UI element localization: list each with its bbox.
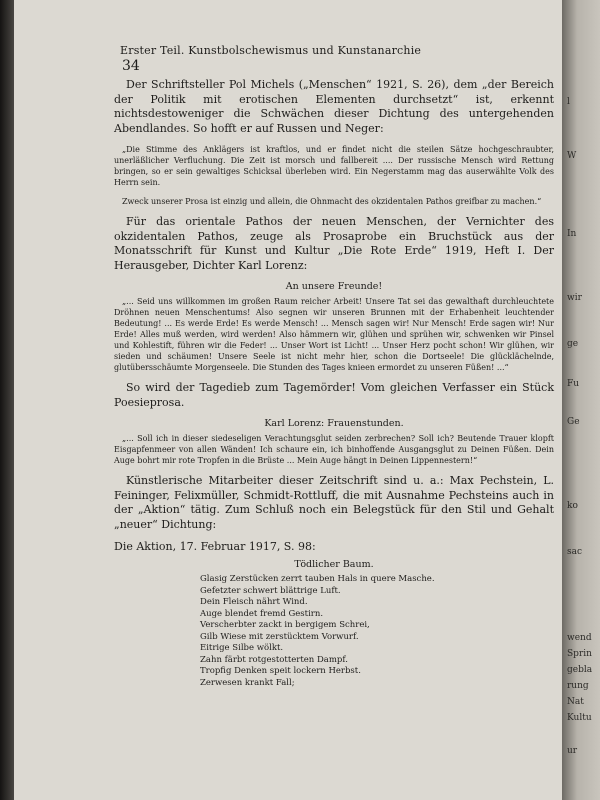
book-gutter-shadow — [0, 0, 14, 800]
quote-2: „... Seid uns willkommen im großen Raum reicher Arbeit! Unsere Tat sei das gewalthaft durchleuchtete Dröhnen neuen Menschentums! Also segnen wir unseren Brunnen mit der Erhabenheit leuchtender Bedeutung! ... Es werde Erde! Es werde Mensch! ... Mensch sagen wir! Nur Mensch! Erde sagen wir! Nur Erde! Alles muß werden, wird werden! Also hämmern wir, glühen und sprühen wir, schwenken wir Pinsel und Kohlestift, führen wir die Feder! ... Unser Wort ist Licht! ... Unser Herz pocht schon! Wir glühen, wir sieden und schäumen! Unsere Seele ist nicht mehr hier, schon die Dortseele! Die glücklächelnde, glutübersschäumte Morgenseele. Die Stunden des Tages knieen ermordet zu unseren Füßen! ...“ — [114, 297, 554, 372]
poem-title: Tödlicher Baum. — [294, 559, 374, 570]
facing-page-fragment: rung — [567, 681, 589, 691]
poem-line: Verscherbter zackt in bergigem Schrei, — [200, 620, 370, 630]
poem-body — [200, 574, 554, 689]
poem-line: Gilb Wiese mit zerstücktem Vorwurf. — [200, 631, 359, 642]
quote-2-title: An unsere Freunde! — [285, 281, 383, 292]
quote-3: „... Soll ich in dieser siedeseligen Verachtungsglut seiden zerbrechen? Soll ich? Beutende Trauer klopft Eisgapfenmeer von allen Wänden! Ich schaure ein, ich binhoffende Ausgangsglut zu Deinen Füßen. Dein Auge bohrt mir rote Tropfen in die Brüste ... Mein Auge hängt in Deinen Lippennestern!“ — [114, 434, 554, 465]
facing-page-fragment: sac — [567, 547, 583, 557]
facing-page-fragment: ge — [567, 339, 579, 349]
poem-line: Dein Fleisch nährt Wind. — [200, 597, 308, 607]
poem-line: Zerwesen krankt Fall; — [200, 677, 295, 688]
paragraph-4: Künstlerische Mitarbeiter dieser Zeitschrift sind u. a.: Max Pechstein, L. Feininger, Felixmüller, Schmidt-Rottluff, die mit Ausnahme Pechsteins auch in der „Aktion“ tätig. Zum Schluß noch ein Belegstück für den Stil und Gehalt „neuer“ Dichtung: — [114, 474, 554, 531]
poem-line: Eitrige Silbe wölkt. — [200, 643, 284, 653]
facing-page-fragment: gebla — [567, 665, 593, 675]
facing-page-fragment: In — [567, 229, 577, 239]
book-page — [14, 0, 562, 800]
page-content — [114, 78, 554, 689]
facing-page-fragment: Nat — [567, 697, 584, 707]
facing-page-fragment: W — [567, 151, 577, 161]
facing-page-fragment: Ge — [567, 417, 580, 427]
facing-page-fragment: Kultu — [567, 713, 592, 723]
facing-page-fragment: l — [567, 97, 570, 107]
facing-page-fragment: wir — [567, 293, 582, 303]
quote-3-title: Karl Lorenz: Frauenstunden. — [264, 418, 404, 429]
poem-line: Glasig Zerstücken zerrt tauben Hals in quere Masche. — [200, 574, 435, 584]
facing-page-edge — [562, 0, 600, 800]
poem-line: Zahn färbt rotgestotterten Dampf. — [200, 654, 348, 665]
facing-page-fragment: Sprin — [567, 649, 592, 659]
facing-page-fragment: wend — [567, 633, 592, 643]
poem-line: Auge blendet fremd Gestirn. — [200, 608, 324, 619]
paragraph-3: So wird der Tagedieb zum Tagemörder! Vom gleichen Verfasser ein Stück Poesieprosa. — [114, 381, 554, 409]
poem-line: Tropfig Denken speit lockern Herbst. — [200, 666, 361, 676]
quote-1b: Zweck unserer Prosa ist einzig und allein, die Ohnmacht des okzidentalen Pathos greifbar zu machen.“ — [122, 197, 542, 206]
facing-page-fragment: ko — [567, 501, 578, 511]
running-header: Erster Teil. Kunstbolschewismus und Kunstanarchie — [120, 44, 422, 57]
poem-line: Gefetzter schwert blättrige Luft. — [200, 585, 341, 596]
source-date-line: Die Aktion, 17. Februar 1917, S. 98: — [114, 540, 316, 553]
facing-page-fragment: Fu — [567, 379, 580, 389]
facing-page-fragment: ur — [567, 746, 578, 756]
page-number: 34 — [122, 58, 140, 74]
quote-1: „Die Stimme des Anklägers ist kraftlos, und er findet nicht die steilen Sätze hochgeschraubter, unerläßlicher Verfluchung. Die Zeit ist morsch und fallbereit .... Der russische Mensch wird Rettung bringen, so er sein gewaltiges Schicksal überleben wird. Ein Negerstamm mag das auserwählte Volk des Herrn sein. — [114, 145, 554, 187]
paragraph-1: Der Schriftsteller Pol Michels („Menschen“ 1921, S. 26), dem „der Bereich der Politik mit erotischen Elementen durchsetzt“ ist, erkennt nichtsdestoweniger die Schwächen dieser Dichtung des untergehenden Abendlandes. So hofft er auf Russen und Neger: — [114, 78, 554, 135]
paragraph-2: Für das orientale Pathos der neuen Menschen, der Vernichter des okzidentalen Pathos, zeuge als Prosaprobe ein Bruchstück aus der Monatsschrift für Kunst und Kultur „Die Rote Erde“ 1919, Heft I. Der Herausgeber, Dichter Karl Lorenz: — [114, 215, 554, 272]
